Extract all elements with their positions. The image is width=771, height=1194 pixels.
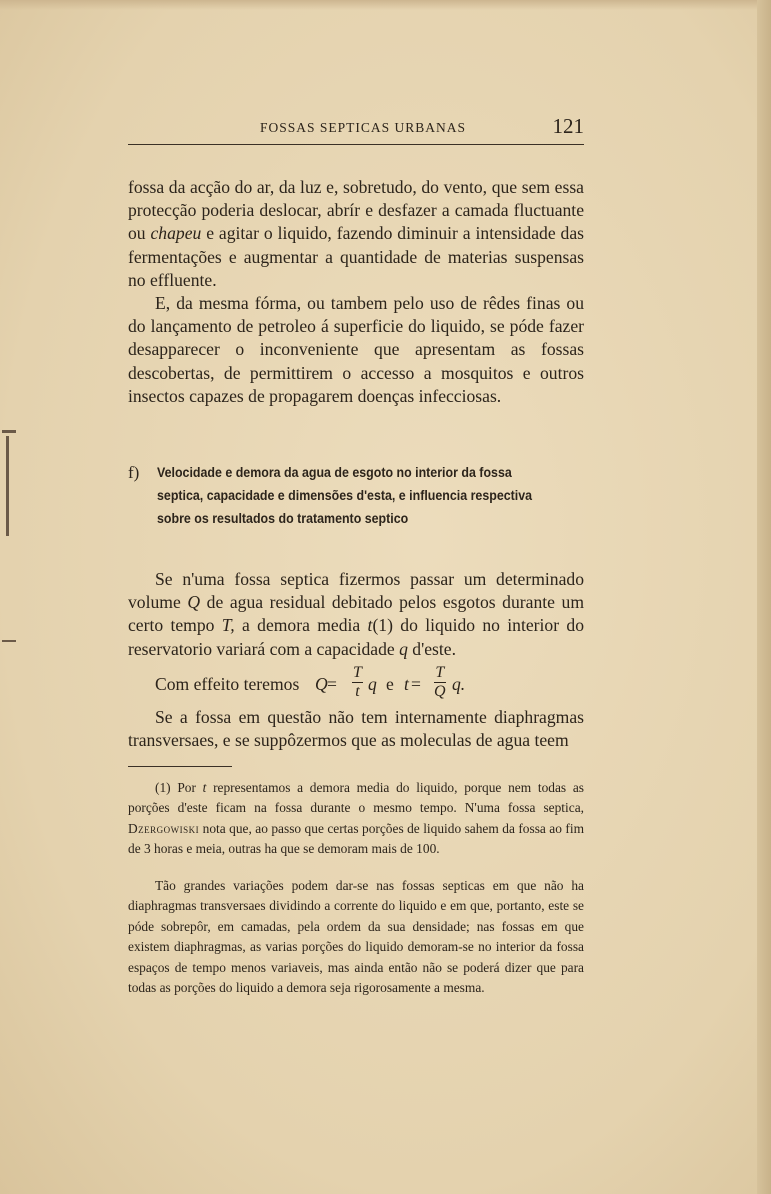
footnote-text: representamos a demora media do liquido, porque nem todas as porções d'este ficam na fossa durante o mesmo tempo. N'uma fossa septica,: [128, 780, 584, 816]
formula-lhs-t: t: [404, 674, 409, 694]
paragraph-1-italic: chapeu: [150, 223, 202, 244]
fraction-numerator: T: [353, 664, 362, 681]
fraction-denominator: t: [355, 683, 360, 700]
page-number: 121: [552, 114, 584, 138]
fraction-denominator: Q: [434, 683, 446, 700]
paragraph-1: [128, 176, 584, 292]
formula-conjunction: e: [386, 674, 394, 694]
var-T: T,: [221, 615, 235, 636]
paragraph-2: E, da mesma fórma, ou tambem pelo uso de rêdes finas ou do lançamento de petroleo á superficie do liquido, se póde fazer desapparecer o inconveniente que apresentam as fossas descobertas, de permittirem o accesso a mosquitos e outros insectos capazes de propagarem doenças infecciosas.: [128, 293, 584, 406]
var-q: q: [399, 638, 408, 659]
p3-text: de agua residual debitado pelos esgotos durante um certo tempo: [128, 592, 585, 636]
binding-mark: [6, 436, 9, 536]
paragraph-1-text-rest: e agitar o liquido, fazendo diminuir a intensidade das fermentações e augmentar a quantidade de materias suspensas no effluente.: [128, 223, 584, 290]
formula-equals: =: [327, 674, 337, 694]
page-right-edge: [757, 0, 771, 1194]
fraction-T-over-t: [352, 664, 363, 701]
footnote-var-t: t: [202, 780, 207, 795]
running-header: [128, 116, 584, 145]
running-title: FOSSAS SEPTICAS URBANAS: [260, 120, 467, 135]
formula-lead: Com effeito teremos: [155, 674, 300, 694]
footnote-author-name: Dzergowiski: [128, 820, 200, 836]
fraction-T-over-Q: [434, 664, 446, 701]
p3-text: d'este.: [407, 638, 456, 659]
var-t: t: [367, 615, 373, 636]
p3-text: a demora media: [234, 615, 368, 636]
paragraph-3: [128, 568, 584, 661]
formula-line: [128, 664, 584, 710]
formula-q: q: [368, 674, 377, 694]
binding-mark: [2, 640, 16, 642]
fraction-numerator: T: [435, 664, 445, 681]
formula-equals: =: [411, 674, 421, 694]
paragraph-1-text: fossa da acção do ar, da luz e, sobretudo, do vento, que sem essa protecção poderia deslocar, abrír e desfazer a camada fluctuante ou: [128, 177, 584, 244]
footnote-text: nota que, ao passo que certas porções de liquido sahem da fossa ao fim de 3 horas e meia, outras ha que se demoram mais de 100.: [128, 820, 584, 857]
footnote-1: [128, 778, 584, 860]
page-top-edge: [0, 0, 771, 10]
section-title: Velocidade e demora da agua de esgoto no interior da fossa septica, capacidade e dimensões d'esta, e influencia respectiva sobre os resultados do tratamento septico: [157, 465, 533, 526]
formula-q-end: q.: [452, 674, 466, 694]
binding-mark: [2, 430, 16, 433]
var-Q: Q: [187, 592, 201, 613]
footnote-ref: (1): [372, 615, 393, 636]
footnote-2: Tão grandes variações podem dar-se nas fossas septicas em que não ha diaphragmas transversaes dividindo a corrente do liquido e em que, portanto, este se póde sobrepôr, em camadas, pela ordem da sua densidade; nas fossas em que existem diaphragmas, as varias porções do liquido demoram-se no interior da fossa espaços de tempo menos variaveis, mas ainda então não se poderá dizer que para todas as porções do liquido a demora seja rigorosamente a mesma.: [128, 878, 584, 996]
formula-lhs-Q: Q: [315, 674, 328, 694]
p3-text: Se n'uma fossa septica fizermos passar um determinado volume: [128, 569, 584, 613]
section-label: f): [128, 463, 140, 482]
footnote-rule: [128, 766, 232, 767]
paragraph-4: Se a fossa em questão não tem internamente diaphragmas transversaes, e se suppôzermos que as moleculas de agua teem: [128, 707, 584, 751]
p3-text: do liquido no interior do reservatorio variará com a capacidade: [128, 615, 584, 659]
footnote-text: (1) Por: [155, 780, 203, 795]
